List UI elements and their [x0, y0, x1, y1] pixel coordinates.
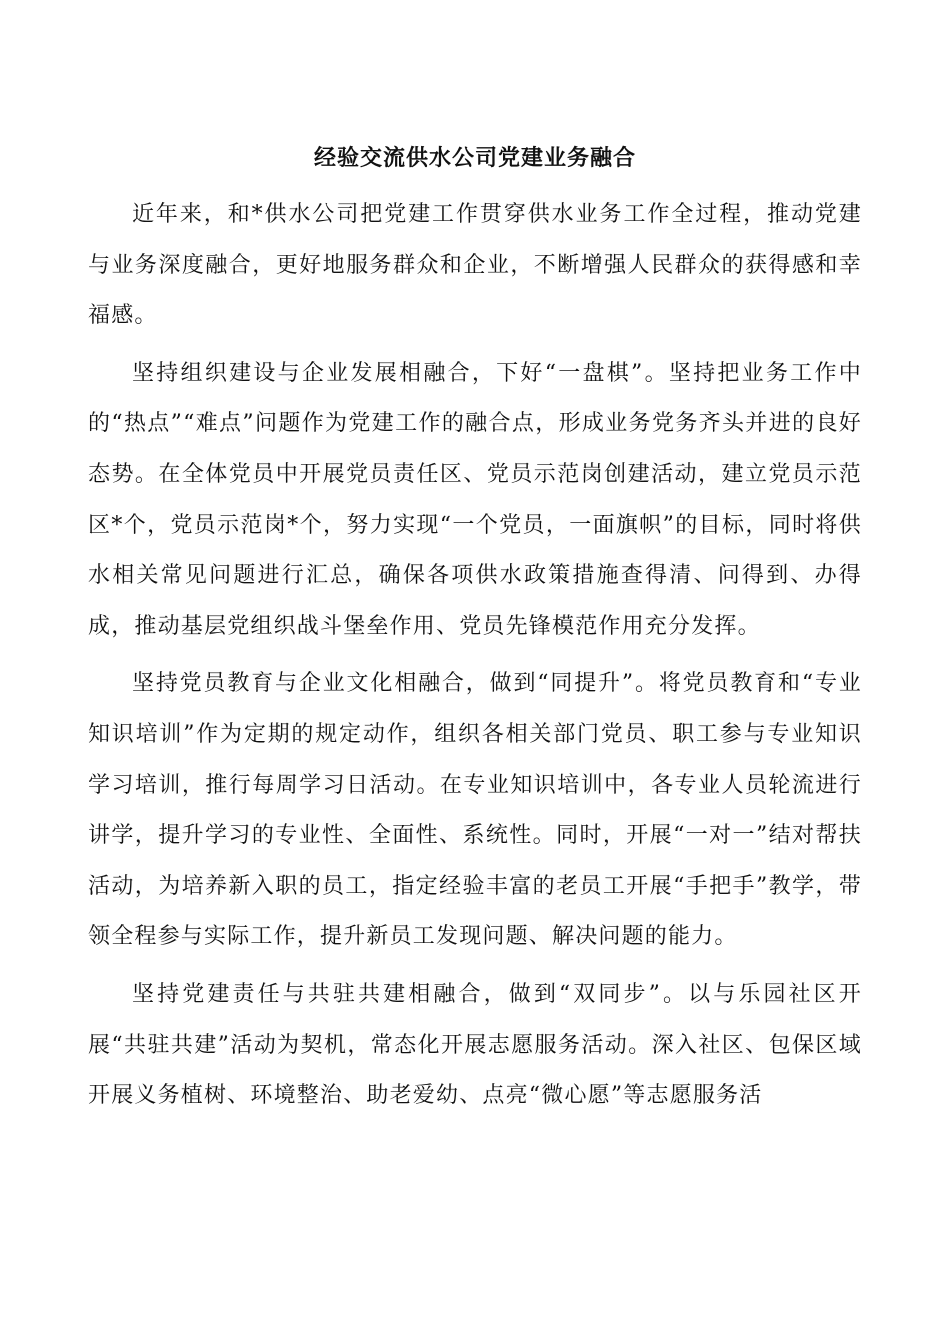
document-body	[88, 190, 862, 1129]
document-title: 经验交流供水公司党建业务融合	[313, 145, 636, 171]
paragraph-organization: 坚持组织建设与企业发展相融合，下好“一盘棋”。坚持把业务工作中的“热点”“难点”问题作为党建工作的融合点，形成业务党务齐头并进的良好态势。在全体党员中开展党员责任区、党员示范岗创建活动，建立党员示范区*个，党员示范岗*个，努力实现“一个党员，一面旗帜”的目标，同时将供水相关常见问题进行汇总，确保各项供水政策措施查得清、问得到、办得成，推动基层党组织战斗堡垒作用、党员先锋模范作用充分发挥。	[88, 360, 862, 639]
paragraph-co-building: 坚持党建责任与共驻共建相融合，做到“双同步”。以与乐园社区开展“共驻共建”活动为契机，常态化开展志愿服务活动。深入社区、包保区域开展义务植树、环境整治、助老爱幼、点亮“微心愿”等志愿服务活	[88, 981, 862, 1109]
paragraph-intro: 近年来，和*供水公司把党建工作贯穿供水业务工作全过程，推动党建与业务深度融合，更好地服务群众和企业，不断增强人民群众的获得感和幸福感。	[88, 202, 862, 329]
paragraph-education: 坚持党员教育与企业文化相融合，做到“同提升”。将党员教育和“专业知识培训”作为定期的规定动作，组织各相关部门党员、职工参与专业知识学习培训，推行每周学习日活动。在专业知识培训中，各专业人员轮流进行讲学，提升学习的专业性、全面性、系统性。同时，开展“一对一”结对帮扶活动，为培养新入职的员工，指定经验丰富的老员工开展“手把手”教学，带领全程参与实际工作，提升新员工发现问题、解决问题的能力。	[88, 671, 862, 950]
